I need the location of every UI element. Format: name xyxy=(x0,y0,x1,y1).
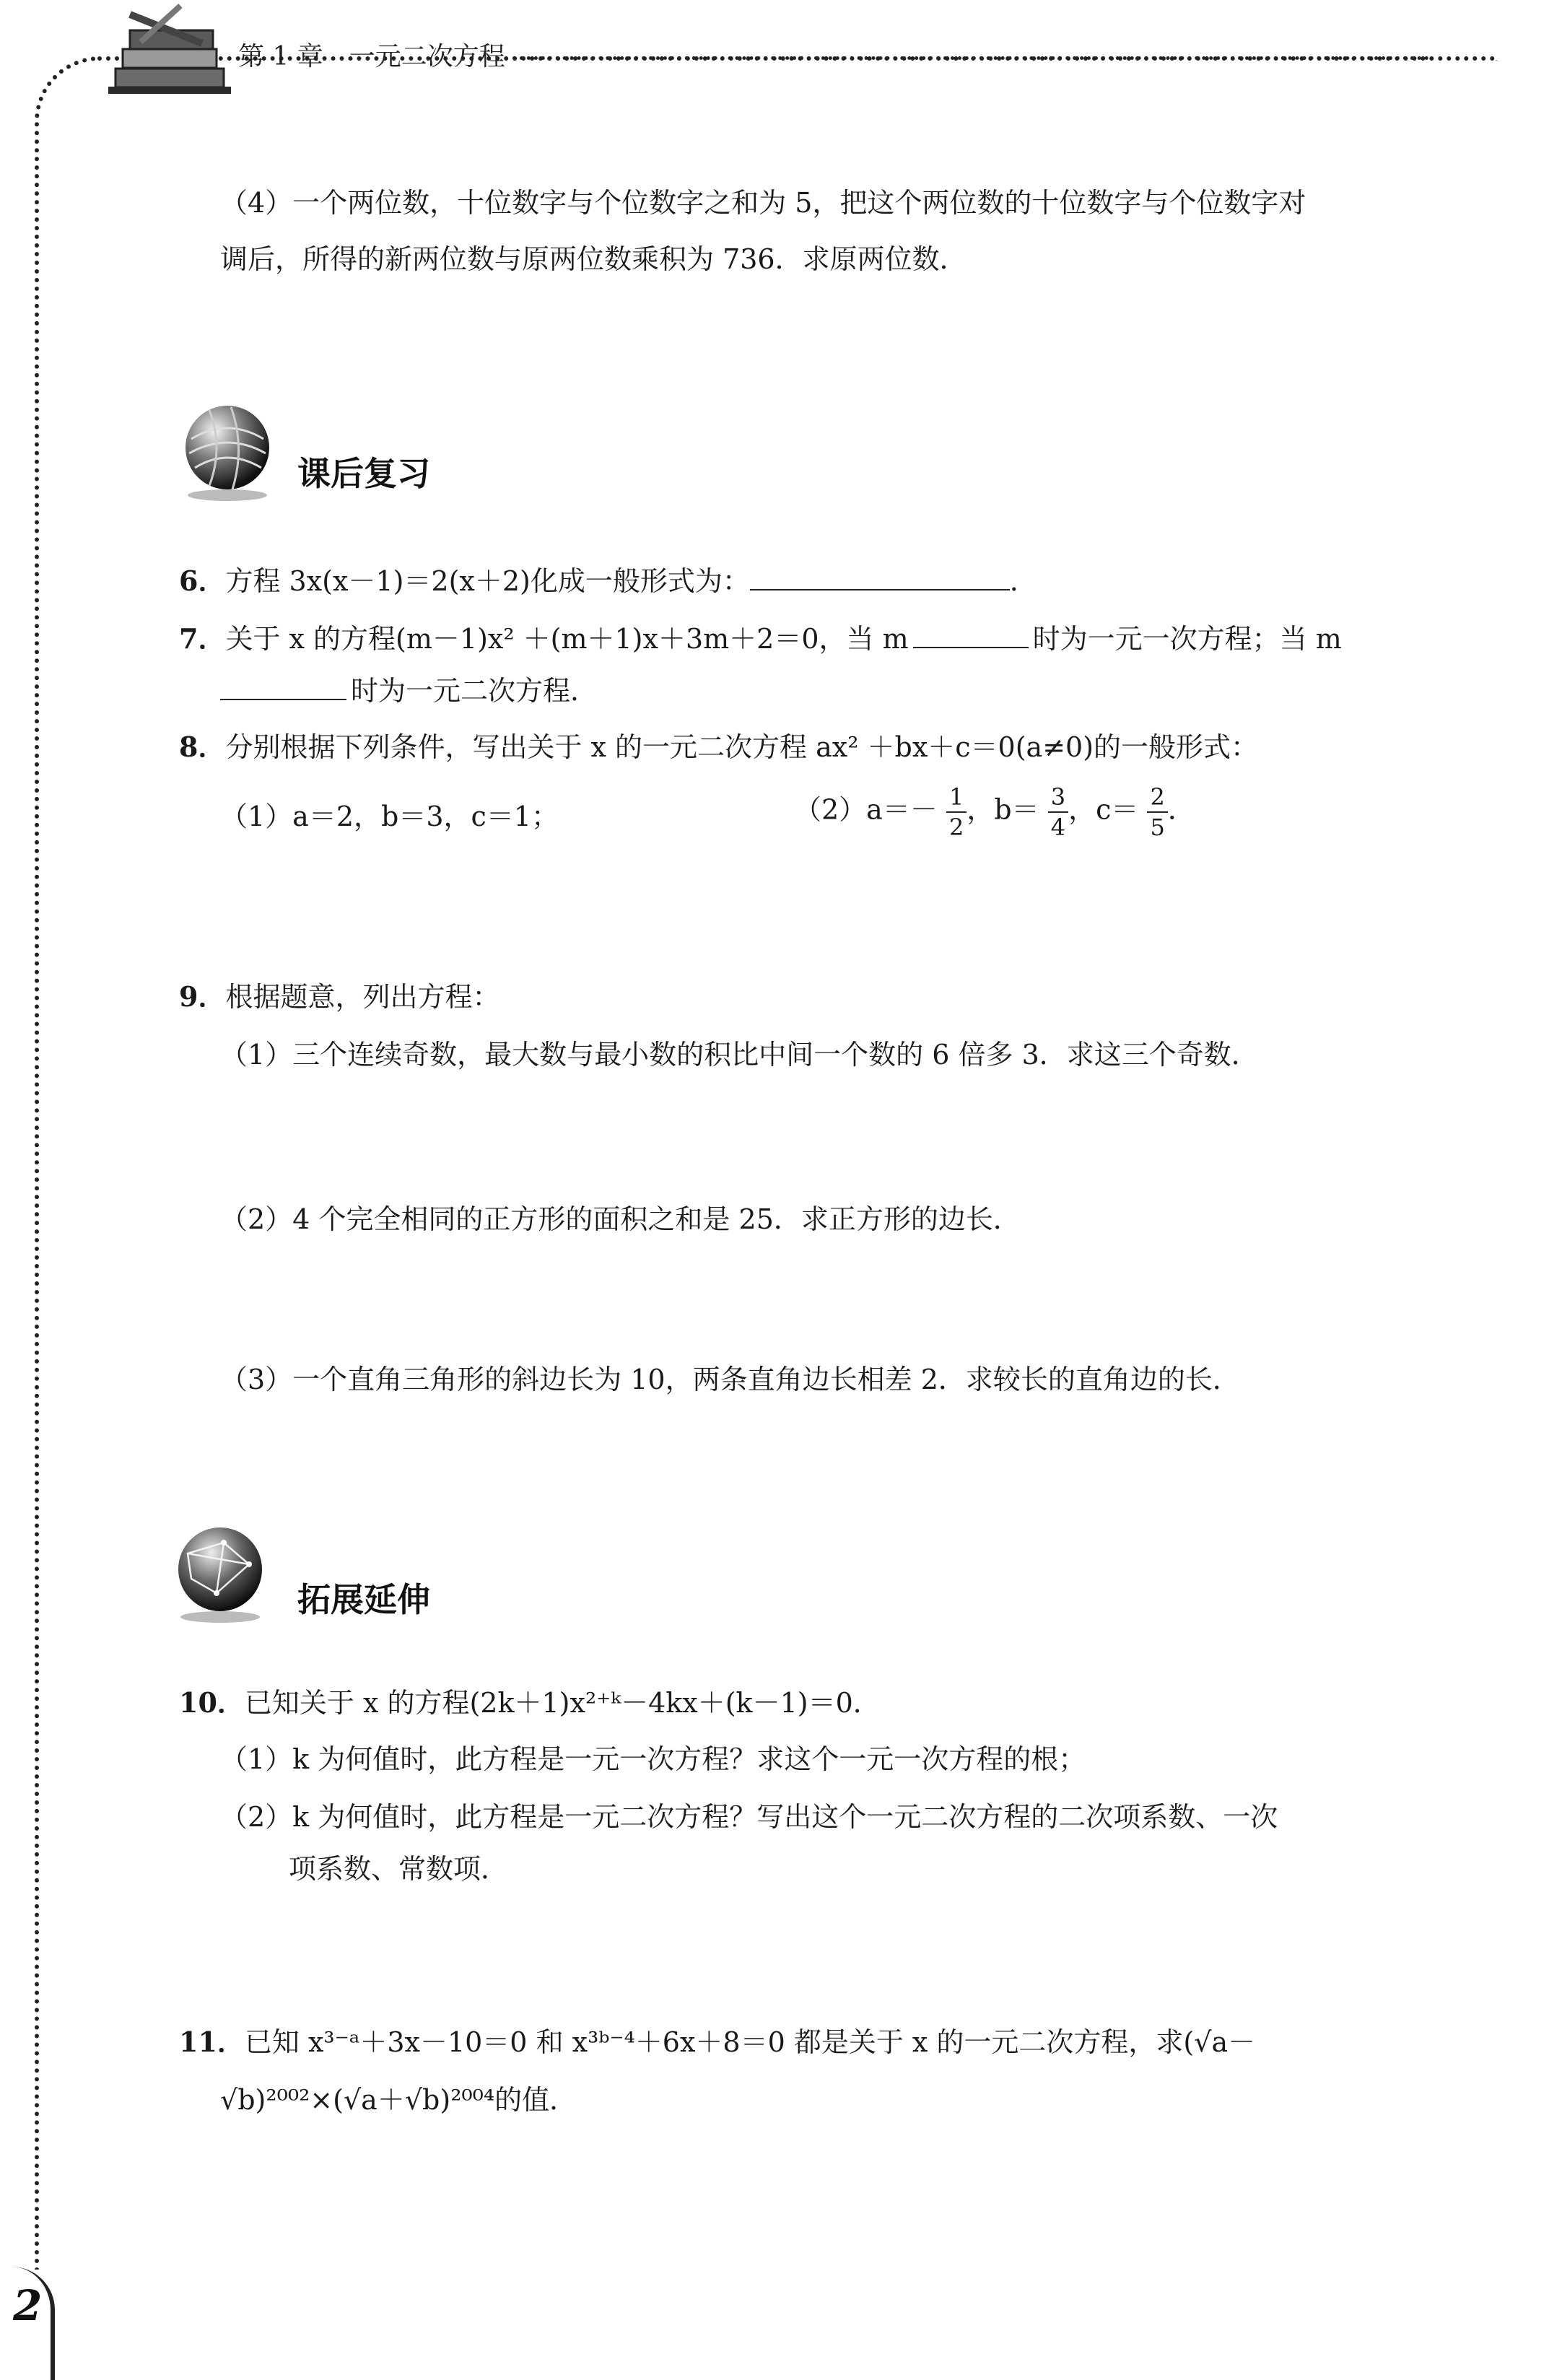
fraction-numerator: 2 xyxy=(1147,785,1167,813)
question-9-part3: （3）一个直角三角形的斜边长为 10，两条直角边长相差 2．求较长的直角边的长． xyxy=(220,1364,1240,1395)
globe-icon xyxy=(180,403,274,504)
answer-blank[interactable] xyxy=(750,589,1010,590)
question-7 xyxy=(179,622,1342,655)
answer-blank[interactable] xyxy=(913,647,1029,648)
page-border xyxy=(35,56,1497,2270)
question-number: 7． xyxy=(179,622,226,655)
question-number: 9． xyxy=(179,980,226,1013)
fraction-b xyxy=(1048,785,1068,839)
answer-blank[interactable] xyxy=(220,699,346,700)
question-10-part2: （2）k 为何值时，此方程是一元二次方程？写出这个一元二次方程的二次项系数、一次 xyxy=(220,1801,1278,1833)
fraction-c xyxy=(1147,785,1167,839)
part4-line1: （4）一个两位数，十位数字与个位数字之和为 5，把这个两位数的十位数字与个位数字对 xyxy=(220,187,1306,219)
fraction-a xyxy=(946,785,967,839)
question-6 xyxy=(179,567,1037,595)
part2-c-label: ，c＝ xyxy=(1068,793,1139,826)
question-11-cont: √b)²⁰⁰²×(√a＋√b)²⁰⁰⁴的值． xyxy=(220,2084,577,2116)
question-7-cont xyxy=(220,677,598,705)
part2-end: ． xyxy=(1167,793,1195,826)
question-9 xyxy=(179,980,500,1013)
question-10-part2-cont: 项系数、常数项． xyxy=(289,1853,509,1885)
question-text: 根据题意，列出方程： xyxy=(225,981,500,1013)
question-text: 关于 x 的方程(m－1)x² ＋(m＋1)x＋3m＋2＝0，当 m xyxy=(225,623,909,655)
fraction-denominator: 2 xyxy=(948,814,964,841)
question-text-3: 时为一元二次方程． xyxy=(351,675,598,707)
question-end: ． xyxy=(1009,565,1037,597)
question-text: 方程 3x(x－1)＝2(x＋2)化成一般形式为： xyxy=(225,565,750,597)
question-11 xyxy=(179,2028,1255,2056)
fraction-denominator: 4 xyxy=(1050,814,1066,841)
fraction-numerator: 3 xyxy=(1048,785,1068,813)
question-number: 11． xyxy=(179,2026,245,2058)
question-text: 分别根据下列条件，写出关于 x 的一元二次方程 ax² ＋bx＋c＝0(a≠0)的一般形式： xyxy=(225,731,1259,763)
question-9-part1: （1）三个连续奇数，最大数与最小数的积比中间一个数的 6 倍多 3．求这三个奇数． xyxy=(220,1039,1259,1071)
section-title-extension: 拓展延伸 xyxy=(297,1580,430,1619)
question-8-part1: （1）a＝2，b＝3，c＝1； xyxy=(220,801,559,832)
question-text: 已知 x³⁻ᵃ＋3x－10＝0 和 x³ᵇ⁻⁴＋6x＋8＝0 都是关于 x 的一元二次方程，求(√a－ xyxy=(244,2026,1256,2058)
network-globe-icon xyxy=(173,1525,267,1626)
header-rule xyxy=(512,56,1429,60)
question-10-part1: （1）k 为何值时，此方程是一元一次方程？求这个一元一次方程的根； xyxy=(220,1743,1086,1775)
question-9-part2: （2）4 个完全相同的正方形的面积之和是 25．求正方形的边长． xyxy=(220,1203,1021,1235)
question-number: 10． xyxy=(179,1686,245,1719)
question-text: 已知关于 x 的方程(2k＋1)x²⁺ᵏ－4kx＋(k－1)＝0． xyxy=(244,1687,881,1719)
page-number: 2 xyxy=(13,2281,43,2330)
part2-b-label: ，b＝ xyxy=(967,793,1039,826)
part4-line2: 调后，所得的新两位数与原两位数乘积为 736．求原两位数． xyxy=(220,243,967,275)
part2-a-label: （2）a＝－ xyxy=(794,793,938,826)
question-text-2: 时为一元一次方程；当 m xyxy=(1032,623,1342,655)
fraction-denominator: 5 xyxy=(1150,814,1165,841)
section-title-review: 课后复习 xyxy=(297,454,430,493)
question-number: 6． xyxy=(179,565,226,597)
question-10 xyxy=(179,1686,881,1719)
question-8-part2 xyxy=(794,785,1195,839)
question-number: 8． xyxy=(179,731,226,763)
fraction-numerator: 1 xyxy=(946,785,967,813)
question-8 xyxy=(179,733,1258,761)
chapter-header: 第 1 章 一元二次方程 xyxy=(238,42,505,71)
books-icon xyxy=(108,0,231,108)
